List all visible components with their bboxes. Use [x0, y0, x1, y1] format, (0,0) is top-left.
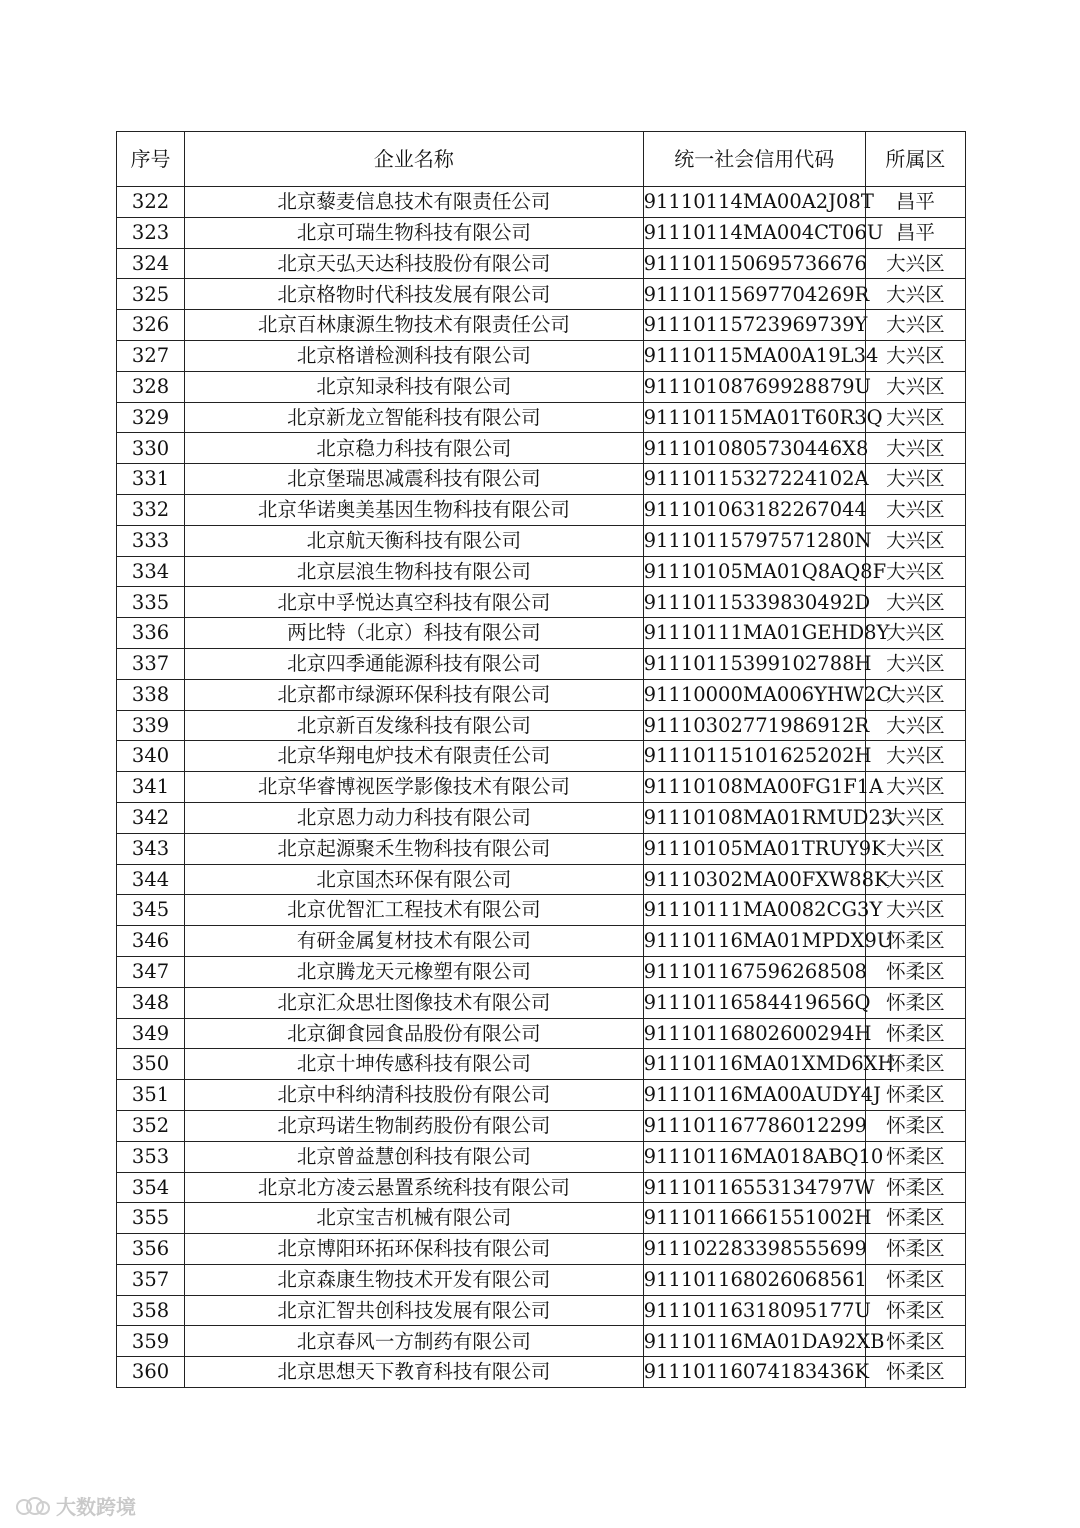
cell-district: 大兴区 [865, 371, 965, 402]
cell-company-name: 北京新百发缘科技有限公司 [185, 710, 644, 741]
cell-serial-no: 348 [117, 987, 185, 1018]
cell-district: 怀柔区 [865, 1018, 965, 1049]
cell-credit-code: 91110111MA0082CG3Y [643, 895, 865, 926]
table-row [117, 895, 966, 926]
table-row [117, 494, 966, 525]
cell-credit-code: 911101167786012299 [643, 1110, 865, 1141]
table-row [117, 1049, 966, 1080]
header-serial-no: 序号 [117, 132, 185, 187]
cell-credit-code: 91110000MA006YHW2C [643, 679, 865, 710]
cell-district: 怀柔区 [865, 1172, 965, 1203]
cell-serial-no: 328 [117, 371, 185, 402]
cell-credit-code: 91110115101625202H [643, 741, 865, 772]
cell-serial-no: 355 [117, 1203, 185, 1234]
cell-credit-code: 91110115327224102A [643, 464, 865, 495]
cell-serial-no: 325 [117, 279, 185, 310]
cell-company-name: 北京森康生物技术开发有限公司 [185, 1264, 644, 1295]
cell-credit-code: 91110116584419656Q [643, 987, 865, 1018]
cell-credit-code: 91110115MA01T60R3Q [643, 402, 865, 433]
cell-company-name: 北京春风一方制药有限公司 [185, 1326, 644, 1357]
cell-serial-no: 360 [117, 1357, 185, 1388]
table-row [117, 1141, 966, 1172]
cell-company-name: 北京华睿博视医学影像技术有限公司 [185, 772, 644, 803]
cell-credit-code: 91110105MA01Q8AQ8F [643, 556, 865, 587]
cell-company-name: 北京思想天下教育科技有限公司 [185, 1357, 644, 1388]
cell-district: 怀柔区 [865, 1264, 965, 1295]
cell-district: 怀柔区 [865, 987, 965, 1018]
cell-serial-no: 339 [117, 710, 185, 741]
cell-district: 大兴区 [865, 402, 965, 433]
table-row [117, 618, 966, 649]
cell-district: 怀柔区 [865, 1049, 965, 1080]
cell-credit-code: 91110115697704269R [643, 279, 865, 310]
cell-company-name: 北京稳力科技有限公司 [185, 433, 644, 464]
table-row [117, 864, 966, 895]
cell-credit-code: 91110116MA01MPDX9U [643, 926, 865, 957]
cell-serial-no: 323 [117, 217, 185, 248]
cell-district: 怀柔区 [865, 1357, 965, 1388]
cell-credit-code: 91110116661551002H [643, 1203, 865, 1234]
cell-district: 大兴区 [865, 710, 965, 741]
cell-serial-no: 332 [117, 494, 185, 525]
table-row [117, 679, 966, 710]
cell-credit-code: 91110116318095177U [643, 1295, 865, 1326]
cell-serial-no: 356 [117, 1234, 185, 1265]
cell-company-name: 两比特（北京）科技有限公司 [185, 618, 644, 649]
cell-company-name: 北京优智汇工程技术有限公司 [185, 895, 644, 926]
table-row [117, 1295, 966, 1326]
cell-serial-no: 324 [117, 248, 185, 279]
cell-credit-code: 91110115399102788H [643, 648, 865, 679]
cell-company-name: 北京格物时代科技发展有限公司 [185, 279, 644, 310]
cell-credit-code: 91110105MA01TRUY9K [643, 833, 865, 864]
cell-credit-code: 91110111MA01GEHD8Y [643, 618, 865, 649]
cell-serial-no: 329 [117, 402, 185, 433]
table-row [117, 187, 966, 218]
table-row [117, 1357, 966, 1388]
cell-credit-code: 911101063182267044 [643, 494, 865, 525]
table-row [117, 956, 966, 987]
cell-serial-no: 327 [117, 340, 185, 371]
table-row [117, 1326, 966, 1357]
cell-serial-no: 344 [117, 864, 185, 895]
cell-serial-no: 347 [117, 956, 185, 987]
table-row [117, 340, 966, 371]
cell-district: 大兴区 [865, 772, 965, 803]
enterprise-table [116, 131, 966, 1388]
header-company-name: 企业名称 [185, 132, 644, 187]
cell-district: 怀柔区 [865, 1295, 965, 1326]
table-row [117, 587, 966, 618]
cell-serial-no: 353 [117, 1141, 185, 1172]
cell-serial-no: 338 [117, 679, 185, 710]
cell-company-name: 北京中科纳清科技股份有限公司 [185, 1080, 644, 1111]
cell-credit-code: 91110302MA00FXW88K [643, 864, 865, 895]
cell-credit-code: 91110115339830492D [643, 587, 865, 618]
cell-credit-code: 91110114MA004CT06U [643, 217, 865, 248]
watermark-text: 大数跨境 [56, 1495, 136, 1519]
cell-district: 大兴区 [865, 648, 965, 679]
cell-serial-no: 335 [117, 587, 185, 618]
cell-company-name: 北京国杰环保有限公司 [185, 864, 644, 895]
table-row [117, 1264, 966, 1295]
cell-credit-code: 91110115797571280N [643, 525, 865, 556]
table-row [117, 710, 966, 741]
cell-company-name: 北京玛诺生物制药股份有限公司 [185, 1110, 644, 1141]
cell-serial-no: 336 [117, 618, 185, 649]
table-row [117, 1172, 966, 1203]
table-row [117, 248, 966, 279]
cell-serial-no: 326 [117, 310, 185, 341]
table-body [117, 187, 966, 1388]
cell-district: 大兴区 [865, 248, 965, 279]
cell-district: 怀柔区 [865, 1326, 965, 1357]
cell-serial-no: 333 [117, 525, 185, 556]
table-row [117, 1080, 966, 1111]
cell-company-name: 北京四季通能源科技有限公司 [185, 648, 644, 679]
table-row [117, 464, 966, 495]
cell-credit-code: 91110108769928879U [643, 371, 865, 402]
cell-company-name: 北京天弘天达科技股份有限公司 [185, 248, 644, 279]
cell-company-name: 北京北方凌云悬置系统科技有限公司 [185, 1172, 644, 1203]
cell-serial-no: 330 [117, 433, 185, 464]
cell-serial-no: 359 [117, 1326, 185, 1357]
table-row [117, 525, 966, 556]
header-credit-code: 统一社会信用代码 [643, 132, 865, 187]
cell-credit-code: 91110116MA018ABQ10 [643, 1141, 865, 1172]
cell-credit-code: 91110116802600294H [643, 1018, 865, 1049]
cell-district: 大兴区 [865, 556, 965, 587]
cell-company-name: 北京百林康源生物技术有限责任公司 [185, 310, 644, 341]
cell-district: 怀柔区 [865, 956, 965, 987]
cell-company-name: 北京格谱检测科技有限公司 [185, 340, 644, 371]
cell-district: 怀柔区 [865, 1234, 965, 1265]
cell-serial-no: 334 [117, 556, 185, 587]
cell-serial-no: 345 [117, 895, 185, 926]
cell-credit-code: 91110108MA01RMUD23 [643, 802, 865, 833]
cell-district: 昌平 [865, 187, 965, 218]
cell-district: 怀柔区 [865, 1141, 965, 1172]
table-row [117, 402, 966, 433]
cell-district: 大兴区 [865, 310, 965, 341]
cell-serial-no: 343 [117, 833, 185, 864]
cell-company-name: 北京御食园食品股份有限公司 [185, 1018, 644, 1049]
table-row [117, 802, 966, 833]
cell-credit-code: 91110114MA00A2J08T [643, 187, 865, 218]
cell-district: 大兴区 [865, 741, 965, 772]
cell-credit-code: 91110116MA00AUDY4J [643, 1080, 865, 1111]
cell-serial-no: 358 [117, 1295, 185, 1326]
table-row [117, 279, 966, 310]
table-row [117, 926, 966, 957]
cell-company-name: 北京航天衡科技有限公司 [185, 525, 644, 556]
cell-district: 大兴区 [865, 864, 965, 895]
cell-company-name: 北京知录科技有限公司 [185, 371, 644, 402]
cell-company-name: 北京新龙立智能科技有限公司 [185, 402, 644, 433]
cell-credit-code: 91110116074183436K [643, 1357, 865, 1388]
cell-company-name: 北京博阳环拓环保科技有限公司 [185, 1234, 644, 1265]
cell-company-name: 北京都市绿源环保科技有限公司 [185, 679, 644, 710]
table-row [117, 1110, 966, 1141]
cell-district: 大兴区 [865, 525, 965, 556]
cell-company-name: 北京华翔电炉技术有限责任公司 [185, 741, 644, 772]
cell-serial-no: 322 [117, 187, 185, 218]
cell-district: 大兴区 [865, 895, 965, 926]
cell-company-name: 有研金属复材技术有限公司 [185, 926, 644, 957]
table-row [117, 310, 966, 341]
cell-district: 大兴区 [865, 618, 965, 649]
cell-company-name: 北京层浪生物科技有限公司 [185, 556, 644, 587]
table-row [117, 833, 966, 864]
cell-serial-no: 346 [117, 926, 185, 957]
cell-district: 怀柔区 [865, 1203, 965, 1234]
cell-company-name: 北京十坤传感科技有限公司 [185, 1049, 644, 1080]
table-row [117, 648, 966, 679]
cell-company-name: 北京恩力动力科技有限公司 [185, 802, 644, 833]
cell-district: 大兴区 [865, 464, 965, 495]
table-row [117, 1234, 966, 1265]
cell-company-name: 北京汇众思壮图像技术有限公司 [185, 987, 644, 1018]
cell-credit-code: 911102283398555699 [643, 1234, 865, 1265]
cell-district: 大兴区 [865, 433, 965, 464]
table-row [117, 1203, 966, 1234]
cell-serial-no: 352 [117, 1110, 185, 1141]
cell-district: 大兴区 [865, 279, 965, 310]
cell-district: 大兴区 [865, 494, 965, 525]
cell-serial-no: 342 [117, 802, 185, 833]
cell-district: 怀柔区 [865, 926, 965, 957]
cell-company-name: 北京藜麦信息技术有限责任公司 [185, 187, 644, 218]
cell-company-name: 北京腾龙天元橡塑有限公司 [185, 956, 644, 987]
cell-serial-no: 354 [117, 1172, 185, 1203]
cell-company-name: 北京堡瑞思减震科技有限公司 [185, 464, 644, 495]
cell-company-name: 北京曾益慧创科技有限公司 [185, 1141, 644, 1172]
cell-serial-no: 350 [117, 1049, 185, 1080]
cell-district: 怀柔区 [865, 1110, 965, 1141]
cell-serial-no: 337 [117, 648, 185, 679]
header-district: 所属区 [865, 132, 965, 187]
cell-serial-no: 341 [117, 772, 185, 803]
cell-company-name: 北京汇智共创科技发展有限公司 [185, 1295, 644, 1326]
table-row [117, 741, 966, 772]
cell-credit-code: 91110115MA00A19L34 [643, 340, 865, 371]
cell-serial-no: 351 [117, 1080, 185, 1111]
cell-company-name: 北京华诺奥美基因生物科技有限公司 [185, 494, 644, 525]
cell-district: 大兴区 [865, 340, 965, 371]
cell-district: 怀柔区 [865, 1080, 965, 1111]
table-row [117, 371, 966, 402]
table-row [117, 987, 966, 1018]
cell-credit-code: 911101080573044​6X8 [643, 433, 865, 464]
cell-district: 大兴区 [865, 802, 965, 833]
table-row [117, 1018, 966, 1049]
cell-serial-no: 340 [117, 741, 185, 772]
cell-company-name: 北京中孚悦达真空科技有限公司 [185, 587, 644, 618]
cell-company-name: 北京起源聚禾生物科技有限公司 [185, 833, 644, 864]
cell-credit-code: 91110116MA01XMD6XH [643, 1049, 865, 1080]
cell-district: 大兴区 [865, 679, 965, 710]
cell-credit-code: 911101168026068561 [643, 1264, 865, 1295]
cell-credit-code: 91110115723969739Y [643, 310, 865, 341]
table-row [117, 217, 966, 248]
cell-district: 昌平 [865, 217, 965, 248]
table-row [117, 433, 966, 464]
cell-credit-code: 91110116553134797W [643, 1172, 865, 1203]
cell-serial-no: 331 [117, 464, 185, 495]
cell-credit-code: 911101167596268508 [643, 956, 865, 987]
table-row [117, 772, 966, 803]
watermark-logo-icon [16, 1495, 50, 1517]
cell-credit-code: 91110302771986912R [643, 710, 865, 741]
cell-credit-code: 91110116MA01DA92XB [643, 1326, 865, 1357]
cell-serial-no: 357 [117, 1264, 185, 1295]
cell-district: 大兴区 [865, 587, 965, 618]
cell-district: 大兴区 [865, 833, 965, 864]
cell-serial-no: 349 [117, 1018, 185, 1049]
cell-credit-code: 91110108MA00FG1F1A [643, 772, 865, 803]
table-row [117, 556, 966, 587]
cell-credit-code: 911101150695736676 [643, 248, 865, 279]
cell-company-name: 北京可瑞生物科技有限公司 [185, 217, 644, 248]
watermark [16, 1491, 136, 1520]
cell-company-name: 北京宝吉机械有限公司 [185, 1203, 644, 1234]
table-header-row [117, 132, 966, 187]
